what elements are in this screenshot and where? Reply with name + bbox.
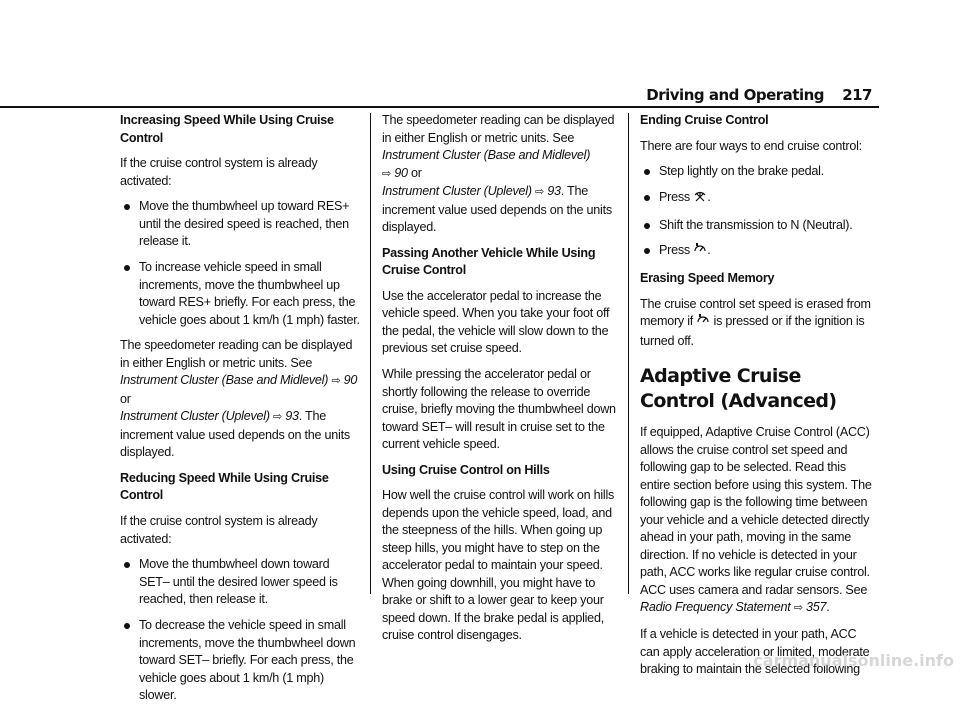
link-instrument-cluster-base[interactable]: Instrument Cluster (Base and Midlevel) [382, 148, 591, 162]
link-page-93[interactable]: 93 [547, 184, 561, 198]
list-item: To decrease the vehicle speed in small increments, move the thumbwheel down toward SET– briefly. For each press, the vehicle goes about 1 km/h (1 mph) slower. [120, 617, 360, 705]
heading-reducing-speed: Reducing Speed While Using Cruise Control [120, 470, 329, 503]
link-instrument-cluster-base[interactable]: Instrument Cluster (Base and Midlevel) [120, 373, 329, 388]
list-item: Move the thumbwheel up toward RES+ until the desired speed is reached, then release it. [120, 198, 360, 251]
paragraph: There are four ways to end cruise control: [640, 138, 862, 153]
link-page-90[interactable]: 90 [343, 373, 358, 388]
heading-erasing-memory: Erasing Speed Memory [640, 271, 775, 286]
watermark: carmanualsonline.info [753, 651, 954, 670]
paragraph: The speedometer reading can be displayed in either English or metric units. See Instrument Cluster (Base and Midlevel) ⇨ 90 or Instrument Cluster (Uplevel) ⇨ 93. The increment value used depends on the units displayed. [120, 338, 358, 460]
column-divider [628, 113, 629, 594]
heading-passing-vehicle: Passing Another Vehicle While Using Cruise Control [382, 245, 596, 278]
paragraph: If the cruise control system is already activated: [120, 156, 318, 188]
bullet-list [120, 198, 360, 329]
paragraph: If equipped, Adaptive Cruise Control (ACC) allows the cruise control set speed and following gap to be selected. Read this entire section before using this system. The following gap is the following time between your vehicle and a vehicle detected directly ahead in your path, moving in the same direction. If no vehicle is detected in your path, ACC works like regular cruise control. ACC uses camera and radar sensors. See Radio Frequency Statement ⇨ 357. [640, 425, 872, 615]
link-instrument-cluster-uplevel[interactable]: Instrument Cluster (Uplevel) [120, 409, 270, 424]
cruise-control-icon [696, 313, 710, 333]
list-item: Press . [640, 189, 878, 209]
page-header [0, 86, 960, 108]
column-divider [370, 113, 371, 594]
column-3 [640, 112, 878, 687]
list-item: To increase vehicle speed in small increments, move the thumbwheel up toward RES+ briefly. For each press, the vehicle goes about 1 km/h (1 mph) faster. [120, 259, 360, 329]
heading-hills: Using Cruise Control on Hills [382, 462, 550, 477]
header-rule [0, 106, 879, 108]
page-reference-arrow-icon: ⇨ [535, 186, 544, 198]
paragraph: While pressing the accelerator pedal or shortly following the release to override cruise, briefly moving the thumbwheel down toward SET– will result in cruise set to the current vehicle speed. [382, 367, 616, 452]
column-2 [382, 112, 618, 653]
cruise-control-icon [693, 242, 707, 262]
link-instrument-cluster-uplevel[interactable]: Instrument Cluster (Uplevel) [382, 184, 532, 198]
link-page-90[interactable]: 90 [394, 165, 408, 180]
page-reference-arrow-icon: ⇨ [273, 411, 282, 424]
cruise-cancel-icon [693, 189, 707, 209]
bullet-list [640, 163, 878, 262]
section-title: Driving and Operating [646, 86, 824, 104]
list-item: Move the thumbwheel down toward SET– until the desired lower speed is reached, then release it. [120, 556, 360, 609]
heading-ending-cruise: Ending Cruise Control [640, 113, 769, 127]
link-page-357[interactable]: 357 [806, 600, 827, 615]
heading-increasing-speed: Increasing Speed While Using Cruise Control [120, 113, 334, 145]
page-number: 217 [842, 86, 872, 104]
paragraph: How well the cruise control will work on hills depends upon the vehicle speed, load, and the steepness of the hills. When going up steep hills, you might have to step on the accelerator pedal to maintain your speed. When going downhill, you might have to brake or shift to a lower gear to keep your speed down. If the brake pedal is applied, cruise control disengages. [382, 488, 615, 643]
page-reference-arrow-icon: ⇨ [793, 602, 803, 615]
link-radio-frequency-statement[interactable]: Radio Frequency Statement [640, 600, 791, 615]
paragraph: If the cruise control system is already activated: [120, 514, 318, 546]
list-item: Shift the transmission to N (Neutral). [640, 217, 878, 235]
list-item: Press . [640, 242, 878, 262]
column-1 [120, 112, 360, 713]
bullet-list [120, 556, 360, 704]
paragraph: If a vehicle is detected in your path, ACC can apply acceleration or limited, moderate braking to maintain the selected following [640, 627, 870, 676]
paragraph: The speedometer reading can be displayed in either English or metric units. See Instrument Cluster (Base and Midlevel) ⇨ 90 or Instrument Cluster (Uplevel) ⇨ 93. The increment value used depends on the units displayed. [382, 113, 615, 234]
page-reference-arrow-icon: ⇨ [382, 167, 391, 180]
section-heading-adaptive-cruise: Adaptive Cruise Control (Advanced) [640, 365, 837, 413]
paragraph: The cruise control set speed is erased from memory if is pressed or if the ignition is turned off. [640, 296, 871, 348]
list-item: Step lightly on the brake pedal. [640, 163, 878, 181]
link-page-93[interactable]: 93 [285, 409, 299, 424]
paragraph: Use the accelerator pedal to increase the vehicle speed. When you take your foot off the pedal, the vehicle will slow down to the previous set cruise speed. [382, 288, 610, 356]
page-reference-arrow-icon: ⇨ [331, 375, 341, 388]
